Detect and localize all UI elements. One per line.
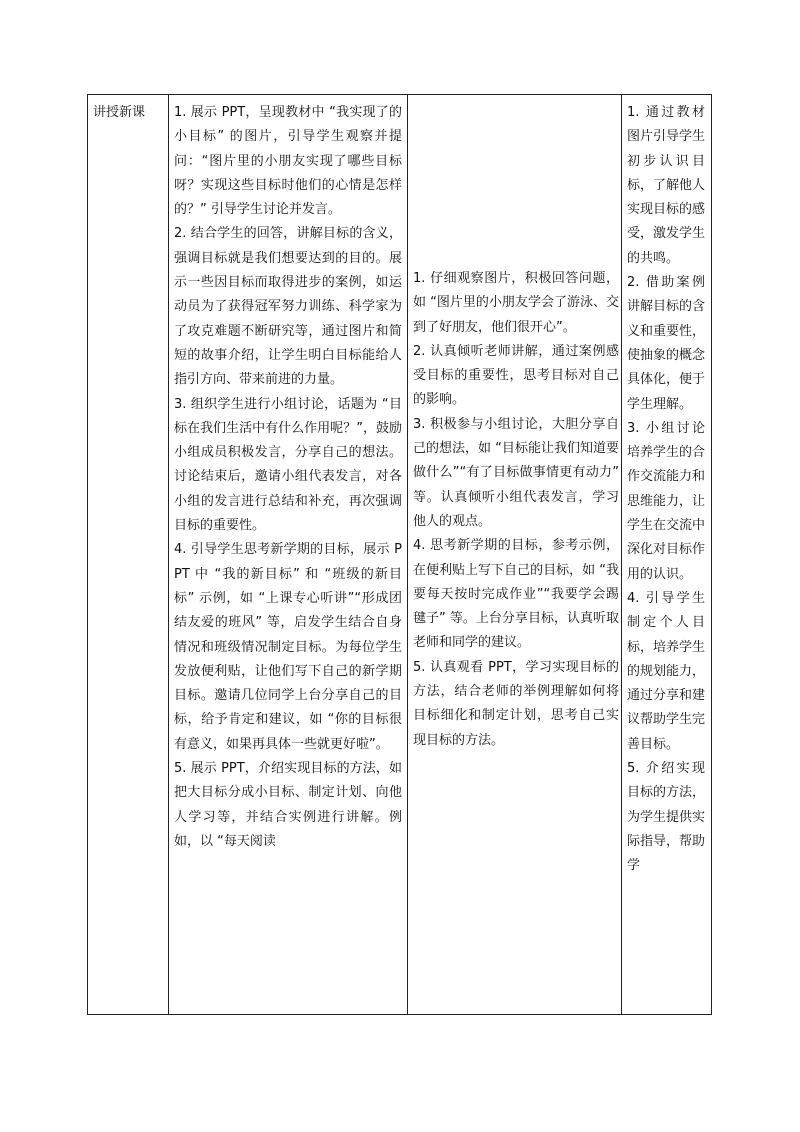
design-intent-cell — [627, 101, 705, 879]
design-intent-2: 2. 借助案例讲解目标的含义和重要性，使抽象的概念具体化，便于学生理解。 — [627, 275, 706, 412]
student-activity-3: 3. 积极参与小组讨论，大胆分享自己的想法，如 “目标能让我们知道要做什么”“有了目标做事情更有动力” 等。认真倾听小组代表发言，学习他人的观点。 — [413, 416, 619, 529]
section-label-cell — [93, 101, 165, 125]
design-intent-4: 4. 引导学生制定个人目标，培养学生的规划能力，通过分享和建议帮助学生完善目标。 — [627, 590, 706, 752]
teacher-activity-2: 2. 结合学生的回答，讲解目标的含义，强调目标就是我们想要达到的目的。展示一些因目标而取得进步的案例，如运动员为了获得冠军努力训练、科学家为了攻克难题不断研究等，通过图片和简短的故事介绍，让学生明白目标能给人指引方向、带来前进的力量。 — [174, 226, 402, 388]
section-label: 讲授新课 — [93, 105, 146, 120]
student-activity-4: 4. 思考新学期的目标，参考示例，在便利贴上写下自己的目标，如 “我要每天按时完成作业”“我要学会踢毽子” 等。上台分享目标，认真听取老师和同学的建议。 — [413, 538, 619, 651]
student-activity-2: 2. 认真倾听老师讲解，通过案例感受目标的重要性，思考目标对自己的影响。 — [413, 343, 619, 408]
design-intent-3: 3. 小组讨论培养学生的合作交流能力和思维能力，让学生在交流中深化对目标作用的认识。 — [627, 420, 706, 582]
column-divider — [407, 95, 408, 1014]
column-divider — [168, 95, 169, 1014]
teacher-activity-1: 1. 展示 PPT，呈现教材中 “我实现了的小目标” 的图片，引导学生观察并提问：“图片里的小朋友实现了哪些目标呀？实现这些目标时他们的心情是怎样的？” 引导学生讨论并发言。 — [174, 105, 402, 218]
teacher-activities-cell — [174, 101, 402, 854]
design-intent-5: 5. 介绍实现目标的方法，为学生提供实际指导，帮助学 — [627, 761, 706, 874]
column-divider — [621, 95, 622, 1014]
lesson-table — [87, 94, 712, 1015]
teacher-activity-3: 3. 组织学生进行小组讨论，话题为 “目标在我们生活中有什么作用呢？”，鼓励小组成员积极发言，分享自己的想法。讨论结束后，邀请小组代表发言，对各小组的发言进行总结和补充，再次强调目标的重要性。 — [174, 396, 402, 534]
student-activities-cell — [413, 267, 619, 753]
teacher-activity-5: 5. 展示 PPT，介绍实现目标的方法，如把大目标分成小目标、制定计划、向他人学习等，并结合实例进行讲解。例如，以 “每天阅读 — [174, 761, 402, 849]
student-activity-1: 1. 仔细观察图片，积极回答问题，如 “图片里的小朋友学会了游泳、交到了好朋友，他们很开心”。 — [413, 271, 619, 335]
design-intent-1: 1. 通过教材图片引导学生初步认识目标，了解他人实现目标的感受，激发学生的共鸣。 — [627, 105, 706, 266]
student-activity-5: 5. 认真观看 PPT，学习实现目标的方法，结合老师的举例理解如何将目标细化和制定计划，思考自己实现目标的方法。 — [413, 659, 619, 748]
teacher-activity-4: 4. 引导学生思考新学期的目标，展示 PPT 中 “我的新目标” 和 “班级的新目标” 示例，如 “上课专心听讲”“形成团结友爱的班风” 等，启发学生结合自身情况和班级情况制定目标。为每位学生发放便利贴，让他们写下自己的新学期目标。邀请几位同学上台分享自己的目标，给予肯定和建议，如 “你的目标很有意义，如果再具体一些就更好啦”。 — [174, 542, 402, 752]
